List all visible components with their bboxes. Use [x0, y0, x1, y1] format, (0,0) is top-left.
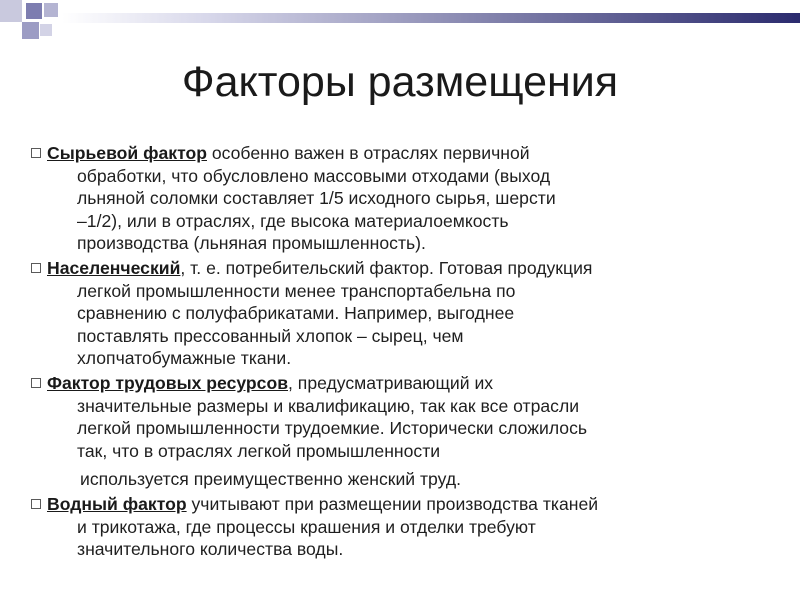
factor-text-line: так, что в отраслях легкой промышленности — [77, 440, 441, 461]
factor-text-line: значительного количества воды. — [77, 539, 344, 560]
factor-text-line: и трикотажа, где процессы крашения и отделки требуют — [77, 516, 536, 537]
factor-item-population — [47, 257, 763, 370]
factor-text-line: поставлять прессованный хлопок – сырец, чем — [77, 325, 464, 346]
factor-text: , т. е. потребительский фактор. Готовая продукция — [180, 257, 593, 278]
square-bullet-icon — [31, 378, 41, 388]
decorative-square — [0, 0, 22, 22]
slide-title: Факторы размещения — [181, 58, 619, 106]
factor-item-raw-material — [47, 142, 763, 255]
factor-term: Фактор трудовых ресурсов — [47, 372, 289, 393]
factor-text: особенно важен в отраслях первичной — [206, 143, 530, 163]
factor-text-line: –1/2), или в отраслях, где высока материалоемкость — [77, 210, 509, 231]
factor-text-line: используется преимущественно женский труд. — [80, 469, 462, 490]
factor-text: , предусматривающий их — [288, 372, 494, 393]
decorative-square — [44, 3, 58, 17]
factor-text-line: хлопчатобумажные ткани. — [77, 348, 292, 369]
square-bullet-icon — [31, 148, 41, 158]
header-gradient-bar — [62, 13, 800, 23]
factor-text-line: легкой промышленности трудоемкие. Исторически сложилось — [77, 418, 588, 439]
decorative-square — [22, 22, 39, 39]
factor-text-line: обработки, что обусловлено массовыми отходами (выход — [77, 165, 551, 186]
factor-term: Населенческий — [47, 257, 181, 278]
factor-text-line: льняной соломки составляет 1/5 исходного сырья, шерсти — [77, 188, 556, 209]
factor-text: учитывают при размещении производства тканей — [186, 493, 599, 514]
factor-item-labor — [47, 372, 763, 491]
square-bullet-icon — [31, 499, 41, 509]
factor-term: Сырьевой фактор — [47, 143, 207, 163]
factor-text-line: производства (льняная промышленность). — [77, 233, 426, 254]
decorative-square — [26, 3, 42, 19]
factor-item-water — [47, 493, 763, 561]
factor-term: Водный фактор — [47, 493, 187, 514]
decorative-square — [40, 24, 52, 36]
factor-text-line: значительные размеры и квалификацию, так как все отрасли — [77, 395, 580, 416]
factor-text-line: сравнению с полуфабрикатами. Например, выгоднее — [77, 303, 515, 324]
factor-text-line: легкой промышленности менее транспортабельна по — [77, 280, 516, 301]
square-bullet-icon — [31, 263, 41, 273]
slide-content — [47, 142, 763, 563]
